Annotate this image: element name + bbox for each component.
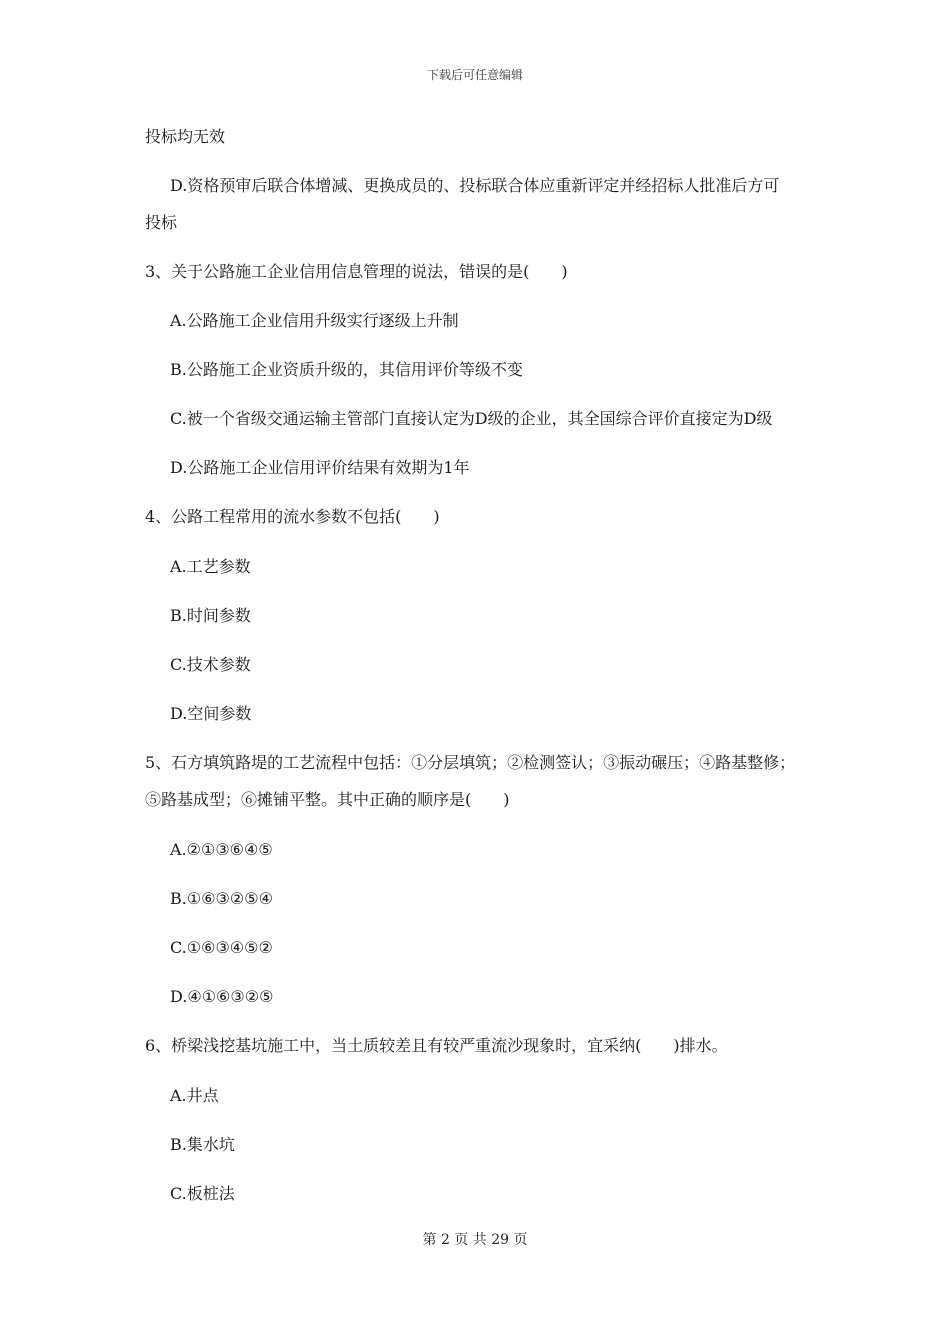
question-6-option-c: C.板桩法 bbox=[170, 1184, 235, 1203]
prev-option-d-line2: 投标 bbox=[145, 213, 178, 232]
question-5-option-b: B.①⑥③②⑤④ bbox=[170, 889, 273, 908]
question-6-option-b: B.集水坑 bbox=[170, 1135, 235, 1154]
question-5-option-d: D.④①⑥③②⑤ bbox=[170, 987, 274, 1006]
question-3-option-d: D.公路施工企业信用评价结果有效期为1年 bbox=[170, 458, 470, 477]
question-5-option-c: C.①⑥③④⑤② bbox=[170, 938, 273, 957]
prev-question-continuation: 投标均无效 bbox=[145, 127, 226, 146]
question-4-option-a: A.工艺参数 bbox=[170, 557, 251, 576]
question-5-stem-line1: 5、石方填筑路堤的工艺流程中包括：①分层填筑；②检测签认；③振动碾压；④路基整修； bbox=[145, 753, 796, 772]
question-5-stem-line2: ⑤路基成型；⑥摊铺平整。其中正确的顺序是( ) bbox=[145, 790, 510, 809]
question-4-option-d: D.空间参数 bbox=[170, 704, 252, 723]
question-3-option-a: A.公路施工企业信用升级实行逐级上升制 bbox=[170, 311, 459, 330]
prev-option-d-line1: D.资格预审后联合体增减、更换成员的、投标联合体应重新评定并经招标人批准后方可 bbox=[170, 176, 780, 195]
question-3-stem: 3、关于公路施工企业信用信息管理的说法，错误的是( ) bbox=[145, 262, 568, 281]
question-4-stem: 4、公路工程常用的流水参数不包括( ) bbox=[145, 507, 440, 526]
question-3-option-c: C.被一个省级交通运输主管部门直接认定为D级的企业，其全国综合评价直接定为D级 bbox=[170, 409, 773, 428]
question-3-option-b: B.公路施工企业资质升级的，其信用评价等级不变 bbox=[170, 360, 523, 379]
page-footer: 第 2 页 共 29 页 bbox=[422, 1232, 528, 1248]
question-4-option-b: B.时间参数 bbox=[170, 606, 251, 625]
page-header: 下载后可任意编辑 bbox=[426, 68, 523, 82]
question-6-option-a: A.井点 bbox=[170, 1086, 219, 1105]
question-5-option-a: A.②①③⑥④⑤ bbox=[170, 840, 273, 859]
question-4-option-c: C.技术参数 bbox=[170, 655, 251, 674]
question-6-stem: 6、桥梁浅挖基坑施工中，当土质较差且有较严重流沙现象时，宜采纳( )排水。 bbox=[145, 1036, 728, 1055]
